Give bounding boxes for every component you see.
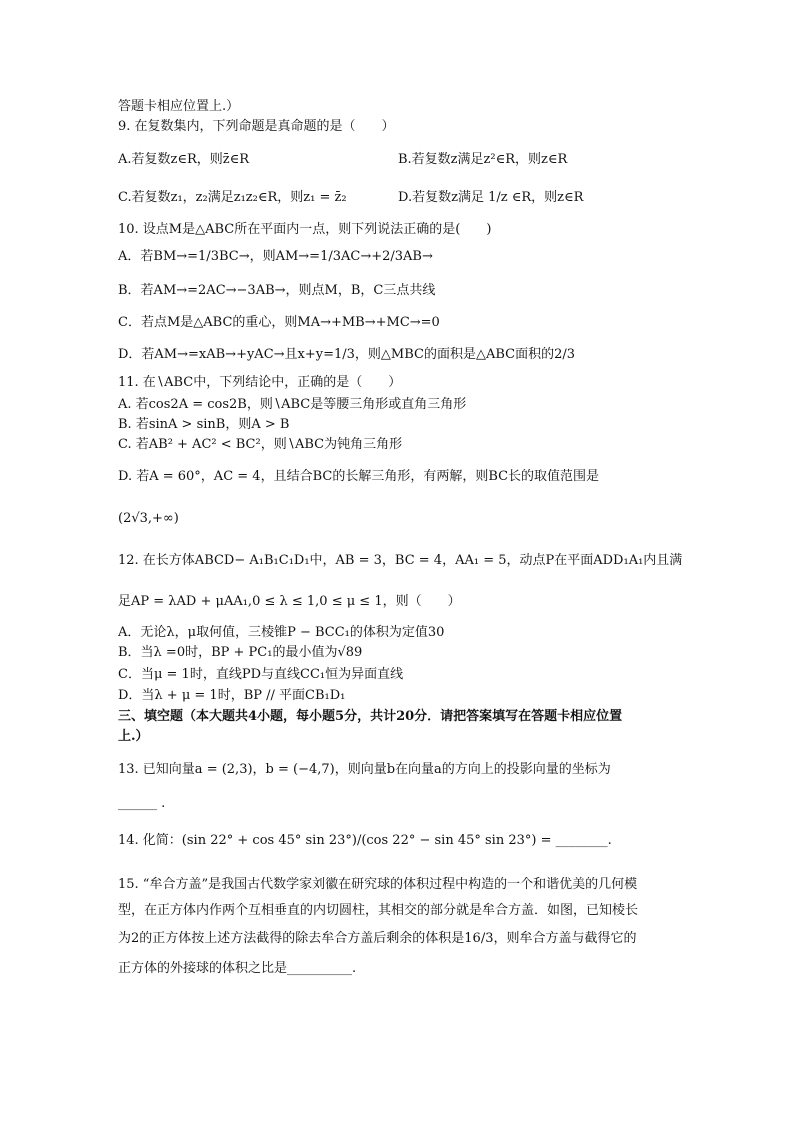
question-15-line-4: 正方体的外接球的体积之比是__________. [118, 961, 357, 976]
q11-option-d-range: (2√3,+∞) [118, 511, 179, 526]
q10-option-b: B．若AM→=2AC→−3AB→，则点M，B，C三点共线 [118, 283, 436, 298]
q9-option-a: A.若复数z∈R，则z̄∈R [118, 152, 250, 167]
question-13-blank: ______ . [118, 796, 166, 811]
q12-option-d: D．当λ + μ = 1时，BP // 平面CB₁D₁ [118, 688, 346, 703]
question-12: 12. 在长方体ABCD− A₁B₁C₁D₁中，AB = 3，BC = 4，AA₁ = 5，动点P在平面ADD₁A₁内且满 [118, 553, 683, 568]
q11-option-c: C. 若AB² + AC² < BC²，则∖ABC为钝角三角形 [118, 437, 403, 452]
question-14: 14. 化简：(sin 22° + cos 45° sin 23°)/(cos 22° − sin 45° sin 23°) = ________. [118, 833, 612, 848]
q10-option-c: C．若点M是△ABC的重心，则MA→+MB→+MC→=0 [118, 315, 440, 330]
question-11: 11. 在∖ABC中，下列结论中，正确的是（ ） [118, 375, 402, 390]
q10-option-d: D．若AM→=xAB→+yAC→且x+y=1/3，则△MBC的面积是△ABC面积的2/3 [118, 347, 576, 362]
q10-option-a: A．若BM→=1/3BC→，则AM→=1/3AC→+2/3AB→ [118, 249, 433, 264]
question-10: 10. 设点M是△ABC所在平面内一点，则下列说法正确的是( ) [118, 222, 492, 237]
section-3-heading: 三、填空题（本大题共4小题，每小题5分，共计20分．请把答案填写在答题卡相应位置 [118, 709, 623, 724]
continuation-text: 答题卡相应位置上.） [118, 99, 240, 114]
question-13: 13. 已知向量a = (2,3)，b = (−4,7)，则向量b在向量a的方向上的投影向量的坐标为 [118, 762, 611, 777]
q9-option-d: D.若复数z满足 1/z ∈R，则z∈R [398, 190, 584, 205]
q11-option-b: B. 若sinA > sinB，则A > B [118, 417, 290, 432]
q12-option-c: C．当μ = 1时，直线PD与直线CC₁恒为异面直线 [118, 667, 404, 682]
q11-option-a: A. 若cos2A = cos2B，则∖ABC是等腰三角形或直角三角形 [118, 397, 467, 412]
q9-option-c: C.若复数z₁，z₂满足z₁z₂∈R，则z₁ = z̄₂ [118, 190, 347, 205]
q12-option-b: B．当λ =0时，BP + PC₁的最小值为√89 [118, 645, 363, 660]
question-15-line-1: 15. “牟合方盖”是我国古代数学家刘徽在研究球的体积过程中构造的一个和谐优美的几何模 [118, 877, 638, 892]
question-15-line-3: 为2的正方体按上述方法截得的除去牟合方盖后剩余的体积是16/3，则牟合方盖与截得它的 [118, 931, 637, 946]
question-9: 9. 在复数集内，下列命题是真命题的是（ ） [118, 119, 395, 134]
question-15-line-2: 型，在正方体内作两个互相垂直的内切圆柱，其相交的部分就是牟合方盖．如图，已知棱长 [118, 903, 639, 918]
q9-option-b: B.若复数z满足z²∈R，则z∈R [398, 152, 568, 167]
q11-option-d: D. 若A = 60°，AC = 4，且结合BC的长解三角形，有两解，则BC长的取值范围是 [118, 469, 600, 484]
section-3-heading-cont: 上.） [118, 729, 149, 744]
question-12-condition: 足AP = λAD + μAA₁,0 ≤ λ ≤ 1,0 ≤ μ ≤ 1，则（ ） [118, 594, 461, 609]
q12-option-a: A．无论λ，μ取何值，三棱锥P − BCC₁的体积为定值30 [118, 625, 445, 640]
